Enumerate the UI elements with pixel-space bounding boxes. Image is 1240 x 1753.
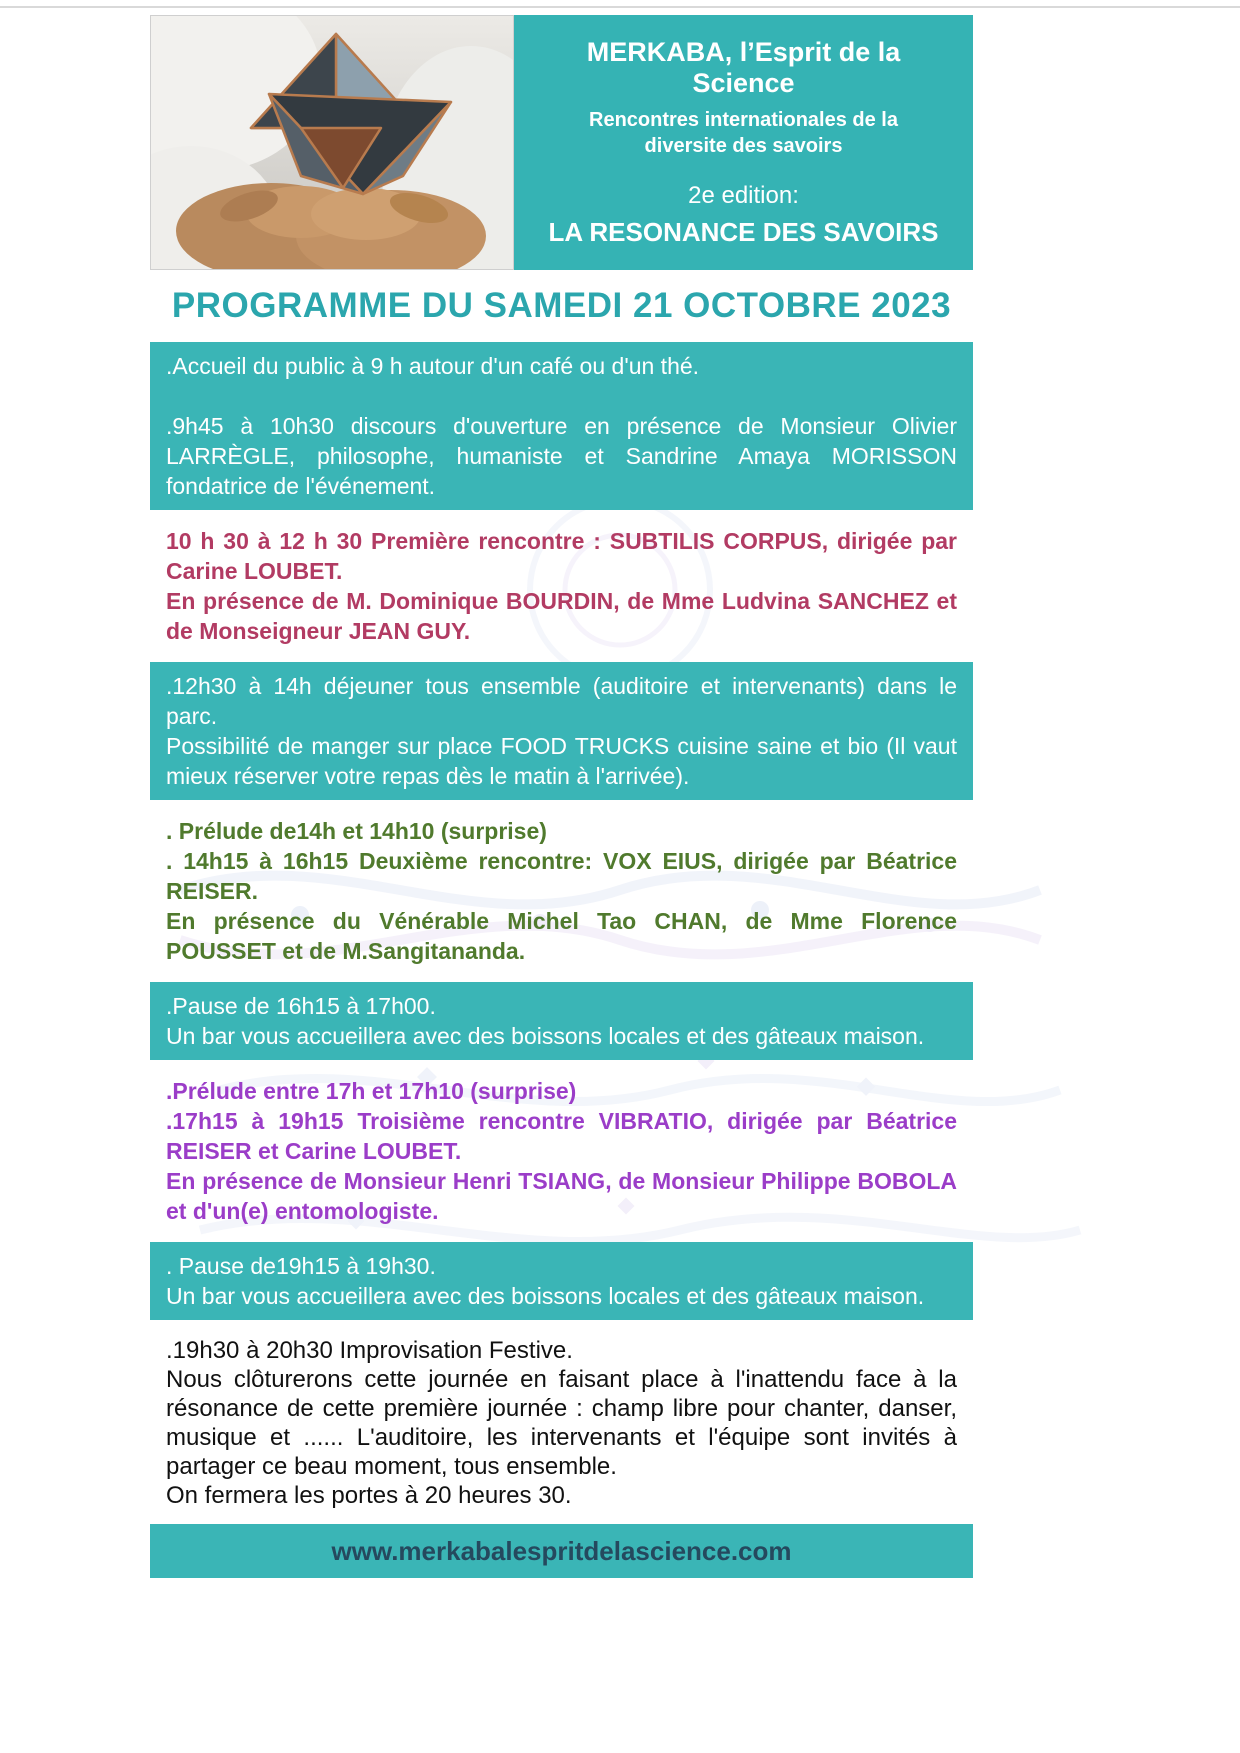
prelude-17h-line: .Prélude entre 17h et 17h10 (surprise) (166, 1078, 577, 1104)
fermeture-line: On fermera les portes à 20 heures 30. (166, 1482, 572, 1509)
prelude-14h-line: . Prélude de14h et 14h10 (surprise) (166, 818, 547, 844)
top-border (0, 6, 1240, 8)
dejeuner-line: .12h30 à 14h déjeuner tous ensemble (auditoire et intervenants) dans le parc. (166, 673, 957, 729)
header-banner (514, 15, 973, 270)
bar-line-1: Un bar vous accueillera avec des boissons locales et des gâteaux maison. (166, 1023, 925, 1049)
section-improvisation (150, 1336, 973, 1510)
header-title: MERKABA, l’Esprit de la Science (586, 37, 901, 99)
troisieme-rencontre-line: .17h15 à 19h15 Troisième rencontre VIBRATIO, dirigée par Béatrice REISER et Carine LOUBET. (166, 1108, 957, 1164)
deuxieme-rencontre-presence: En présence du Vénérable Michel Tao CHAN, de Mme Florence POUSSET et de M.Sangitananda. (166, 908, 957, 964)
accueil-line: .Accueil du public à 9 h autour d'un café ou d'un thé. (166, 353, 700, 379)
bar-line-2: Un bar vous accueillera avec des boissons locales et des gâteaux maison. (166, 1283, 925, 1309)
page-title: PROGRAMME DU SAMEDI 21 OCTOBRE 2023 (171, 286, 952, 325)
header (150, 15, 973, 270)
troisieme-rencontre-presence: En présence de Monsieur Henri TSIANG, de Monsieur Philippe BOBOLA et d'un(e) entomologiste. (166, 1168, 957, 1224)
pause-1-line: .Pause de 16h15 à 17h00. (166, 993, 436, 1019)
merkaba-photo (150, 15, 514, 270)
pause-2-line: . Pause de19h15 à 19h30. (166, 1253, 436, 1279)
ouverture-line: .9h45 à 10h30 discours d'ouverture en présence de Monsieur Olivier LARRÈGLE, philosophe, humaniste et Sandrine Amaya MORISSON fondatrice de l'événement. (166, 413, 957, 499)
website-link[interactable]: www.merkabalespritdelascience.com (331, 1535, 792, 1566)
hands-merkaba-illustration (151, 16, 513, 269)
deuxieme-rencontre-line: . 14h15 à 16h15 Deuxième rencontre: VOX EIUS, dirigée par Béatrice REISER. (166, 848, 957, 904)
flyer-content (150, 15, 973, 1578)
section-accueil (150, 342, 973, 510)
improvisation-line: .19h30 à 20h30 Improvisation Festive. (166, 1337, 573, 1364)
footer-bar (150, 1524, 973, 1578)
section-premiere-rencontre (150, 526, 973, 646)
section-pause-1 (150, 982, 973, 1060)
section-troisieme-rencontre (150, 1076, 973, 1226)
foodtrucks-line: Possibilité de manger sur place FOOD TRUCKS cuisine saine et bio (Il vaut mieux réserver votre repas dès le matin à l'arrivée). (166, 733, 957, 789)
cloture-line: Nous clôturerons cette journée en faisant place à l'inattendu face à la résonance de cette première journée : champ libre pour chanter, danser, musique et ...... L'auditoire, les intervenants et l'équipe sont invités à partager ce beau moment, tous ensemble. (166, 1366, 957, 1480)
section-dejeuner (150, 662, 973, 800)
premiere-rencontre-line: 10 h 30 à 12 h 30 Première rencontre : SUBTILIS CORPUS, dirigée par Carine LOUBET. (166, 528, 957, 584)
header-subtitle: Rencontres internationales de la diversite des savoirs (589, 109, 898, 158)
section-pause-2 (150, 1242, 973, 1320)
section-deuxieme-rencontre (150, 816, 973, 966)
header-edition: 2e edition: (688, 181, 799, 209)
header-edition-title: LA RESONANCE DES SAVOIRS (548, 217, 939, 247)
premiere-rencontre-presence: En présence de M. Dominique BOURDIN, de Mme Ludvina SANCHEZ et de Monseigneur JEAN GUY. (166, 588, 957, 644)
